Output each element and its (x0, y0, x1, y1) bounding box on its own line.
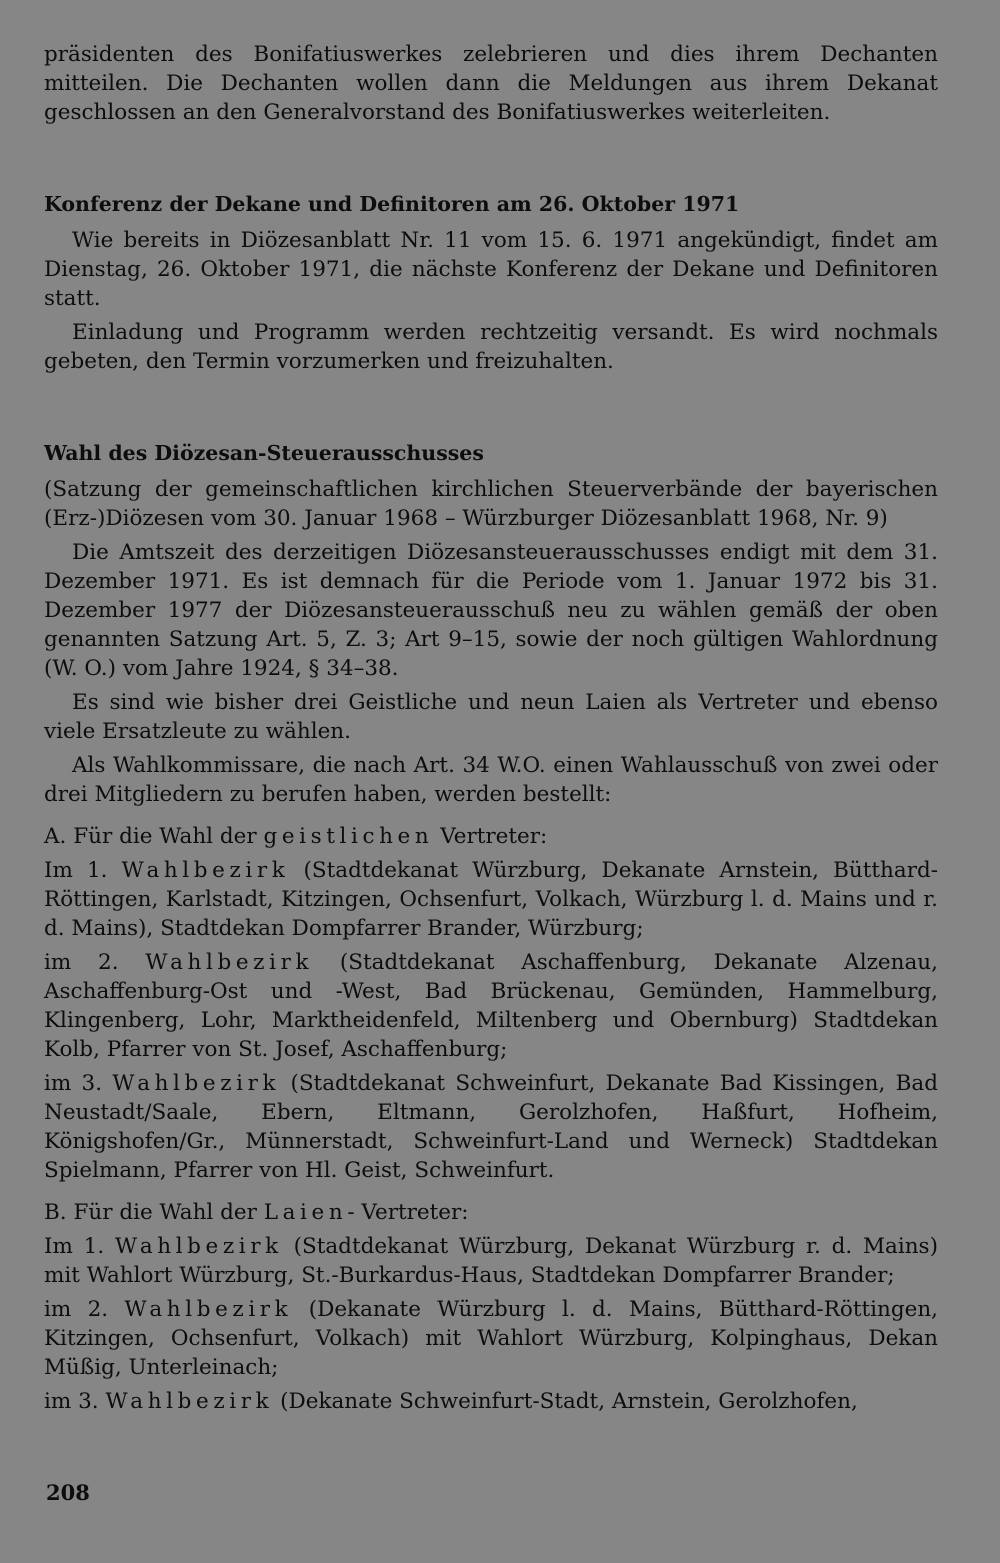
intro-paragraph: präsidenten des Bonifatiuswerkes zelebrieren und dies ihrem Dechanten mitteilen. Die Dechanten wollen dann die Meldungen aus ihrem Dekanat geschlossen an den Generalvorstand des Bonifatiuswerkes weiterleiten. (44, 42, 938, 125)
item-prefix: im 2. (44, 1297, 109, 1322)
part-b-item-2 (44, 1295, 938, 1382)
part-b-item-1 (44, 1232, 938, 1290)
part-b-item-3 (44, 1387, 938, 1416)
item-spaced-word: Wahlbezirk (112, 1071, 281, 1096)
konferenz-paragraph-2: Einladung und Programm werden rechtzeitig versandt. Es wird nochmals gebeten, den Termin vorzumerken und freizuhalten. (44, 320, 938, 374)
item-text: (Dekanate Würzburg l. d. Mains, Bütthard-Röttingen, Kitzingen, Ochsenfurt, Volkach) mit Wahlort Würzburg, Kolpinghaus, Dekan Müßig, Unterleinach; (44, 1297, 938, 1380)
section-heading-wahl: Wahl des Diözesan-Steuerausschusses (44, 441, 484, 465)
spacer (44, 467, 938, 475)
item-spaced-word: Wahlbezirk (121, 858, 290, 883)
item-text: (Stadtdekanat Aschaffenburg, Dekanate Alzenau, Aschaffenburg-Ost und -West, Bad Brückenau, Gemünden, Hammelburg, Klingenberg, Lohr, Marktheidenfeld, Miltenberg und Obernburg) Stadtdekan Kolb, Pfarrer von St. Josef, Aschaffenburg; (44, 950, 938, 1062)
part-a-item-2 (44, 948, 938, 1064)
item-text: (Stadtdekanat Würzburg, Dekanat Würzburg r. d. Mains) mit Wahlort Würzburg, St.-Burkardus-Haus, Stadtdekan Dompfarrer Brander; (44, 1234, 938, 1288)
item-prefix: Im 1. (44, 858, 108, 883)
item-text: (Dekanate Schweinfurt-Stadt, Arnstein, Gerolzhofen, (280, 1389, 858, 1414)
item-prefix: im 3. (44, 1071, 103, 1096)
wahl-paragraph-2: Es sind wie bisher drei Geistliche und neun Laien als Vertreter und ebenso viele Ersatzleute zu wählen. (44, 690, 938, 744)
part-a-spaced-word: geistlichen (263, 824, 434, 849)
document-page (44, 40, 938, 1421)
item-prefix: im 3. (44, 1389, 99, 1414)
section-heading-konferenz: Konferenz der Dekane und Definitoren am 26. Oktober 1971 (44, 192, 740, 216)
item-prefix: im 2. (44, 950, 119, 975)
wahl-paragraph-3: Als Wahlkommissare, die nach Art. 34 W.O. einen Wahlausschuß von zwei oder drei Mitgliedern zu berufen haben, werden bestellt: (44, 753, 938, 807)
item-prefix: Im 1. (44, 1234, 105, 1259)
wahl-paragraph-1: Die Amtszeit des derzeitigen Diözesansteuerausschusses endigt mit dem 31. Dezember 1971. Es ist demnach für die Periode vom 1. Januar 1972 bis 31. Dezember 1977 der Diözesansteuerausschuß neu zu wählen gemäß der oben genannten Satzung Art. 5, Z. 3; Art 9–15, sowie der noch gültigen Wahlordnung (W. O.) vom Jahre 1924, § 34–38. (44, 540, 938, 681)
part-b-lead: B. Für die Wahl der (44, 1200, 257, 1225)
part-b-spaced-word: Laien (263, 1200, 348, 1225)
spacer (44, 1190, 938, 1198)
part-b-tail: - Vertreter: (347, 1200, 469, 1225)
spacer (44, 381, 938, 439)
spacer (44, 814, 938, 822)
item-spaced-word: Wahlbezirk (105, 1389, 274, 1414)
page-number: 208 (46, 1480, 90, 1505)
part-a-lead: A. Für die Wahl der (44, 824, 257, 849)
spacer (44, 218, 938, 226)
part-b-heading (44, 1198, 938, 1227)
item-spaced-word: Wahlbezirk (115, 1234, 283, 1259)
part-a-item-1 (44, 856, 938, 943)
part-a-heading (44, 822, 938, 851)
item-spaced-word: Wahlbezirk (145, 950, 314, 975)
item-text: (Stadtdekanat Schweinfurt, Dekanate Bad Kissingen, Bad Neustadt/Saale, Ebern, Eltmann, Gerolzhofen, Haßfurt, Hofheim, Königshofen/Gr., Münnerstadt, Schweinfurt-Land und Werneck) Stadtdekan Spielmann, Pfarrer von Hl. Geist, Schweinfurt. (44, 1071, 938, 1183)
part-a-tail: Vertreter: (440, 824, 548, 849)
wahl-reference: (Satzung der gemeinschaftlichen kirchlichen Steuerverbände der bayerischen (Erz-)Diözesen vom 30. Januar 1968 – Würzburger Diözesanblatt 1968, Nr. 9) (44, 477, 938, 531)
item-spaced-word: Wahlbezirk (124, 1297, 293, 1322)
item-text: (Stadtdekanat Würzburg, Dekanate Arnstein, Bütthard-Röttingen, Karlstadt, Kitzingen, Ochsenfurt, Volkach, Würzburg l. d. Mains und r. d. Mains), Stadtdekan Dompfarrer Brander, Würzburg; (44, 858, 938, 941)
konferenz-paragraph-1: Wie bereits in Diözesanblatt Nr. 11 vom 15. 6. 1971 angekündigt, findet am Dienstag, 26. Oktober 1971, die nächste Konferenz der Dekane und Definitoren statt. (44, 228, 938, 311)
part-a-item-3 (44, 1069, 938, 1185)
spacer (44, 132, 938, 190)
